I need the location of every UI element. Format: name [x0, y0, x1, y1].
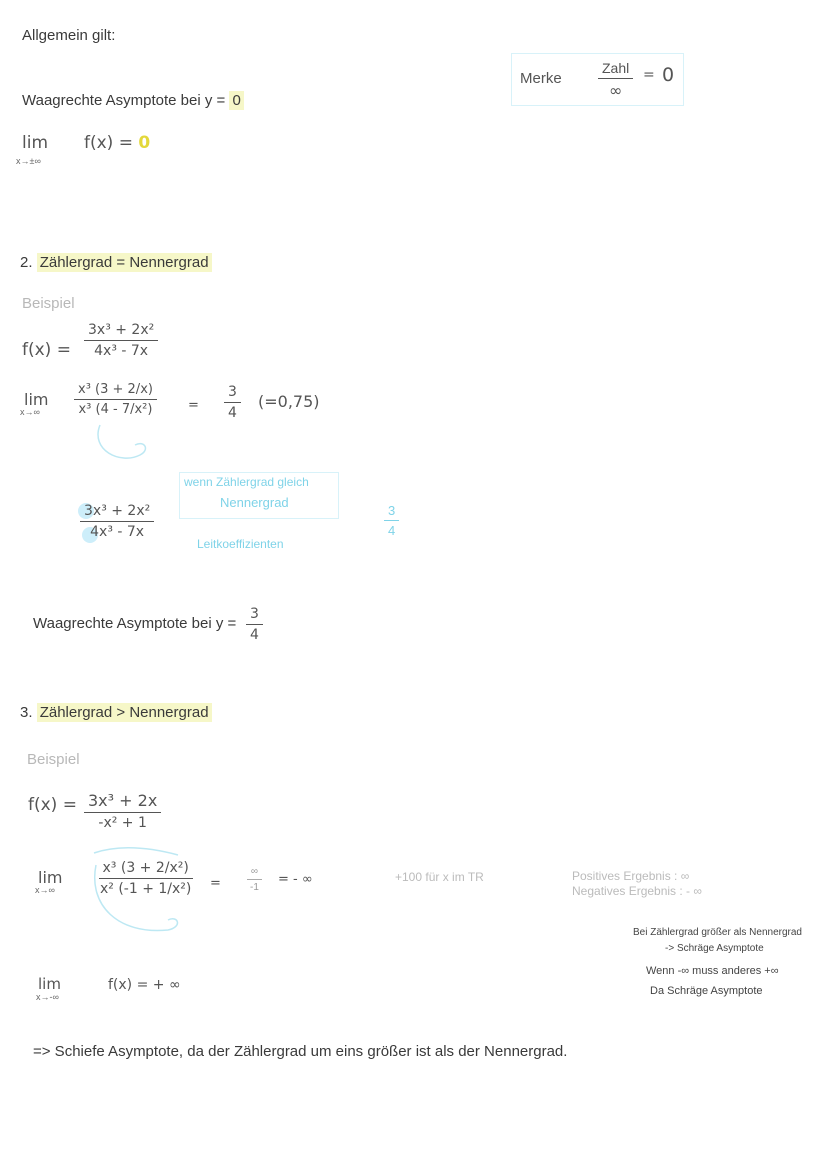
merke-numerator: Zahl: [598, 60, 633, 79]
limit-denominator-2: x³ (4 - 7/x²): [78, 402, 153, 417]
asymptote-numerator-2: 3: [246, 606, 263, 625]
function-lhs-2: f(x) =: [22, 340, 71, 360]
merke-label: Merke: [520, 70, 562, 87]
lim-subscript: x→±∞: [16, 156, 41, 166]
asymptote-denominator-2: 4: [250, 627, 259, 643]
note-line-2: Nennergrad: [220, 495, 289, 510]
limit-result-3: = - ∞: [278, 872, 313, 887]
asymptote-text-2: Waagrechte Asymptote bei y =: [33, 615, 237, 632]
fx-label: f(x) =: [84, 133, 139, 153]
asymptote-fraction-2: [246, 606, 263, 643]
limit-numerator-2: x³ (3 + 2/x): [74, 382, 157, 400]
result-decimal-2: (=0,75): [258, 392, 320, 411]
leading-coeff-fraction: [80, 503, 154, 540]
note-line-1: wenn Zählergrad gleich: [184, 475, 309, 489]
conclusion-text: => Schiefe Asymptote, da der Zählergrad um eins größer ist als der Nennergrad.: [33, 1043, 568, 1060]
merke-fraction: [598, 60, 633, 100]
leitkoeffizienten-note: Leitkoeffizienten: [197, 537, 284, 551]
function-fraction-2: [84, 322, 158, 359]
merke-result: 0: [662, 64, 675, 86]
function-numerator-2: 3x³ + 2x²: [84, 322, 158, 341]
limit-result-1: [84, 133, 150, 153]
horizontal-asymptote-line: [22, 92, 244, 109]
lim-label: lim: [22, 133, 49, 153]
note-oblique-asymptote: -> Schräge Asymptote: [665, 943, 764, 954]
blue-scribble-3: [88, 845, 198, 940]
horizontal-asymptote-line-2: [33, 615, 236, 632]
lim-label-4: lim: [38, 975, 61, 993]
negative-result-note: Negatives Ergebnis : - ∞: [572, 884, 702, 898]
lim-label-3: lim: [38, 868, 63, 887]
function-fraction-3: [84, 791, 161, 831]
section-2-title: Zählergrad = Nennergrad: [37, 253, 212, 272]
merke-equals: =: [643, 67, 655, 83]
equals-2: =: [188, 398, 199, 413]
function-denominator-3: -x² + 1: [98, 815, 147, 831]
section-2-heading: [20, 254, 212, 271]
function-numerator-3: 3x³ + 2x: [84, 791, 161, 813]
result-denominator-2: 4: [228, 405, 237, 421]
limit-denominator-3: x² (-1 + 1/x²): [100, 881, 192, 897]
lim-subscript-3: x→∞: [35, 885, 55, 895]
positive-result-note: Positives Ergebnis : ∞: [572, 869, 690, 883]
quotient-fraction-3: [246, 866, 263, 893]
leading-coeff-numerator: 3x³ + 2x²: [80, 503, 154, 522]
leading-coeff-denominator: 4x³ - 7x: [90, 524, 145, 540]
quotient-numerator: ∞: [247, 866, 262, 880]
limit-fraction-2: [74, 382, 157, 417]
merke-box: [511, 53, 684, 106]
equals-3: =: [210, 876, 221, 891]
lim-label-2: lim: [24, 390, 49, 409]
beispiel-label-3: Beispiel: [27, 751, 80, 768]
limit-result-4: f(x) = + ∞: [108, 977, 181, 993]
function-lhs-3: f(x) =: [28, 795, 77, 815]
note-oblique-reason: Da Schräge Asymptote: [650, 985, 763, 997]
result-fraction-2: [224, 384, 241, 421]
limit-1: [22, 133, 48, 153]
side-denominator: 4: [388, 523, 396, 538]
note-degree-greater: Bei Zählergrad größer als Nennergrad: [633, 927, 802, 938]
blue-scribble-2: [90, 420, 160, 470]
intro-text: Allgemein gilt:: [22, 27, 116, 44]
section-2-number: 2.: [20, 254, 33, 271]
note-minus-infinity: Wenn -∞ muss anderes +∞: [646, 965, 779, 977]
section-3-title: Zählergrad > Nennergrad: [37, 703, 212, 722]
quotient-denominator: -1: [250, 882, 259, 893]
merke-denominator: ∞: [608, 81, 623, 100]
result-numerator-2: 3: [224, 384, 241, 403]
function-denominator-2: 4x³ - 7x: [94, 343, 149, 359]
note-box-2: [179, 472, 339, 519]
tr-note: +100 für x im TR: [395, 870, 484, 884]
section-3-number: 3.: [20, 704, 33, 721]
asymptote-text: Waagrechte Asymptote bei y =: [22, 92, 230, 109]
side-numerator: 3: [384, 503, 399, 521]
beispiel-label-2: Beispiel: [22, 295, 75, 312]
side-fraction: [384, 503, 399, 538]
fx-value: 0: [138, 133, 151, 153]
asymptote-value: 0: [229, 91, 243, 110]
limit-numerator-3: x³ (3 + 2/x²): [99, 860, 193, 879]
lim-subscript-4: x→-∞: [36, 992, 59, 1002]
lim-subscript-2: x→∞: [20, 407, 40, 417]
section-3-heading: [20, 704, 212, 721]
